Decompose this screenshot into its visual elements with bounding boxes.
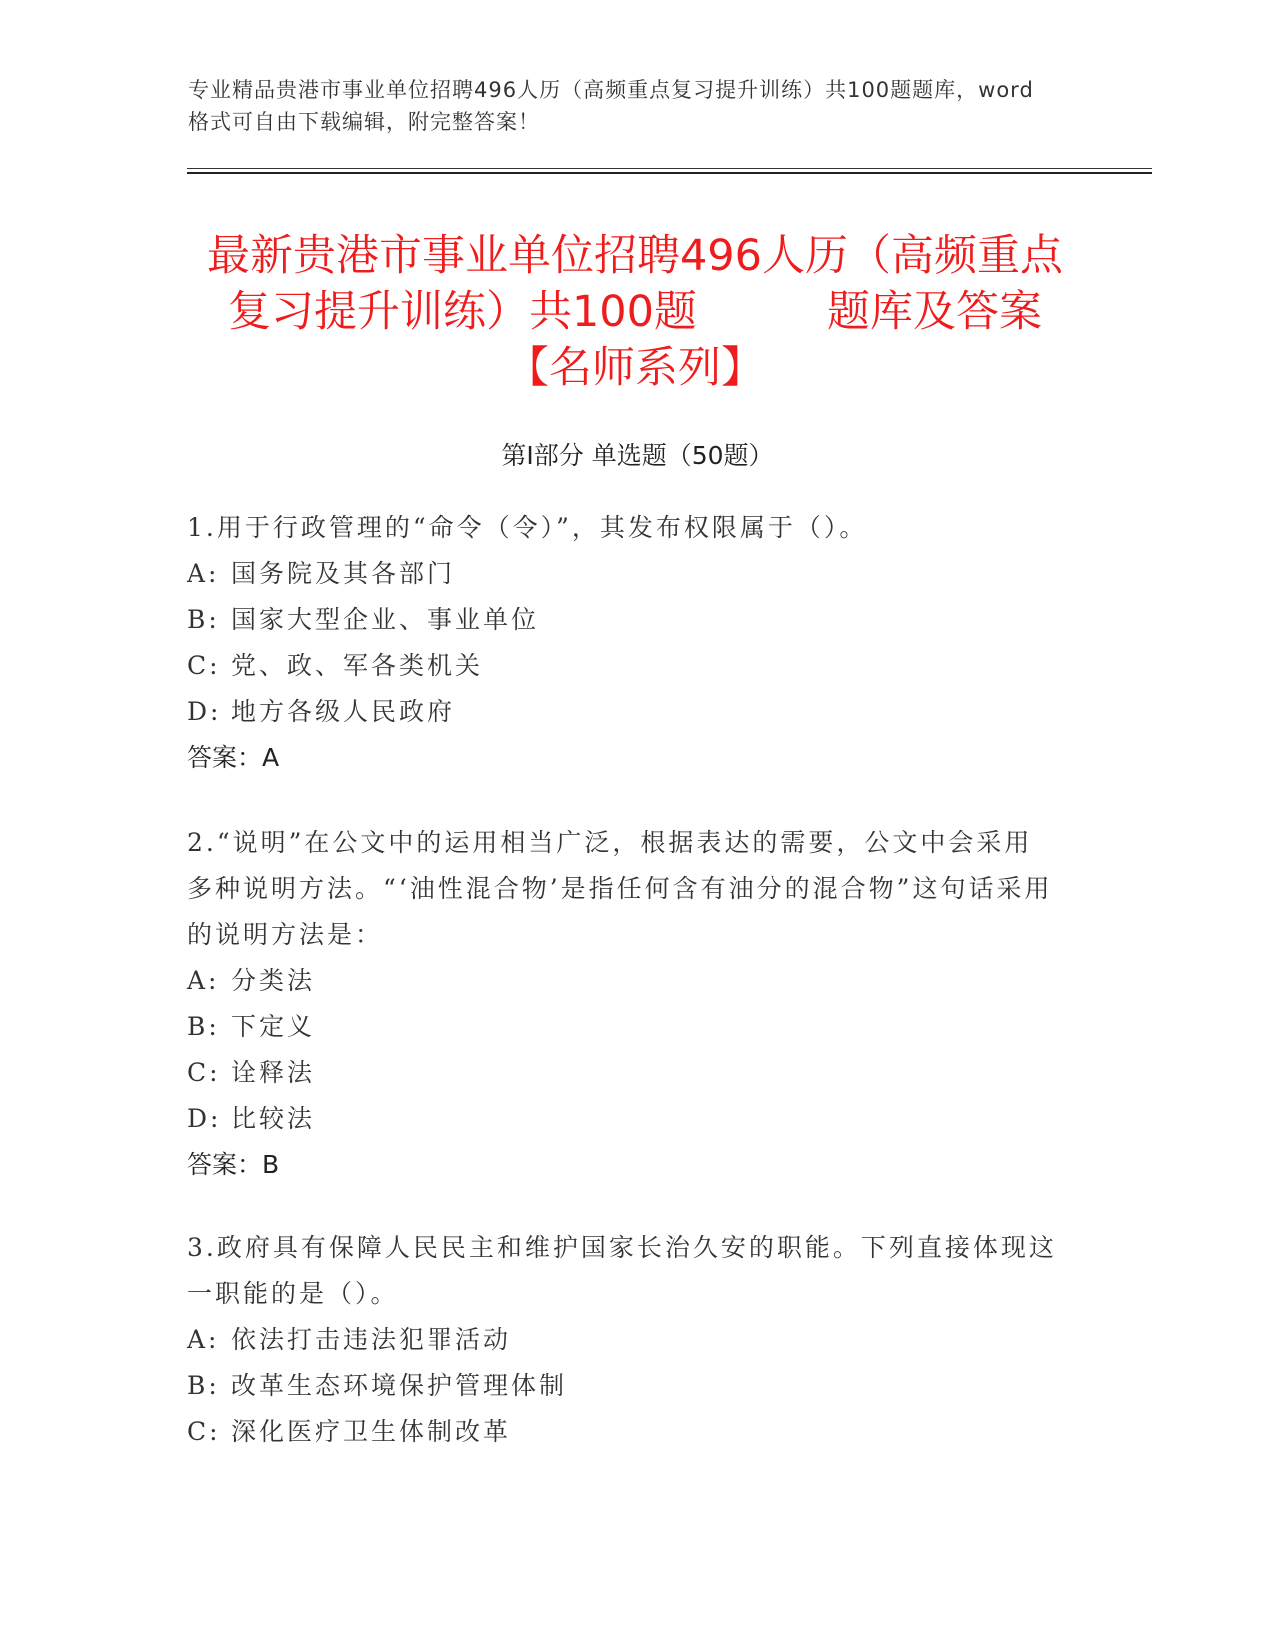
- option-d: [187, 1096, 1057, 1142]
- option-letter: D:: [187, 1104, 222, 1133]
- question-3: [187, 1225, 1057, 1455]
- option-text: 改革生态环境保护管理体制: [231, 1371, 568, 1400]
- option-text: 地方各级人民政府: [231, 697, 456, 726]
- question-1: [187, 505, 1057, 781]
- question-stem: 2.“说明”在公文中的运用相当广泛，根据表达的需要，公文中会采用多种说明方法。“‘油性混合物’是指任何含有油分的混合物”这句话采用的说明方法是：: [187, 828, 1053, 949]
- section-heading: 第Ⅰ部分 单选题（50题）: [501, 441, 774, 470]
- option-text: 比较法: [231, 1104, 316, 1133]
- header-rule-thick: [187, 172, 1152, 174]
- option-a: [187, 958, 1057, 1004]
- header-rule-thin: [187, 168, 1152, 169]
- title-part2: 题库及答案【名师系列】: [506, 287, 1043, 393]
- option-a: [187, 1317, 1057, 1363]
- option-c: [187, 1050, 1057, 1096]
- option-b: [187, 1363, 1057, 1409]
- document-title: [195, 228, 1075, 396]
- option-letter: B:: [187, 605, 220, 634]
- question-stem: 1.用于行政管理的“命令（令）”，其发布权限属于（）。: [187, 513, 868, 542]
- option-c: [187, 643, 1057, 689]
- answer: 答案：A: [187, 743, 280, 772]
- question-stem: 3.政府具有保障人民民主和维护国家长治久安的职能。下列直接体现这一职能的是（）。: [187, 1233, 1057, 1308]
- question-2: [187, 820, 1057, 1188]
- option-text: 分类法: [231, 966, 316, 995]
- option-letter: A:: [187, 966, 220, 995]
- option-text: 依法打击违法犯罪活动: [231, 1325, 512, 1354]
- option-letter: C:: [187, 1058, 221, 1087]
- option-letter: C:: [187, 651, 221, 680]
- option-text: 国务院及其各部门: [231, 559, 456, 588]
- option-text: 党、政、军各类机关: [231, 651, 484, 680]
- option-text: 诠释法: [231, 1058, 316, 1087]
- option-c: [187, 1409, 1057, 1455]
- option-text: 国家大型企业、事业单位: [231, 605, 540, 634]
- option-d: [187, 689, 1057, 735]
- option-b: [187, 1004, 1057, 1050]
- option-text: 深化医疗卫生体制改革: [231, 1417, 512, 1446]
- option-b: [187, 597, 1057, 643]
- header-note: 专业精品贵港市事业单位招聘496人历（高频重点复习提升训练）共100题题库，word格式可自由下载编辑，附完整答案！: [188, 78, 1034, 134]
- option-text: 下定义: [231, 1012, 316, 1041]
- option-letter: D:: [187, 697, 222, 726]
- answer: 答案：B: [187, 1150, 280, 1179]
- option-letter: B:: [187, 1371, 220, 1400]
- option-letter: C:: [187, 1417, 221, 1446]
- option-a: [187, 551, 1057, 597]
- title-part1: 最新贵港市事业单位招聘496人历（高频重点复习提升训练）共100题: [206, 231, 1064, 337]
- option-letter: A:: [187, 559, 220, 588]
- option-letter: B:: [187, 1012, 220, 1041]
- option-letter: A:: [187, 1325, 220, 1354]
